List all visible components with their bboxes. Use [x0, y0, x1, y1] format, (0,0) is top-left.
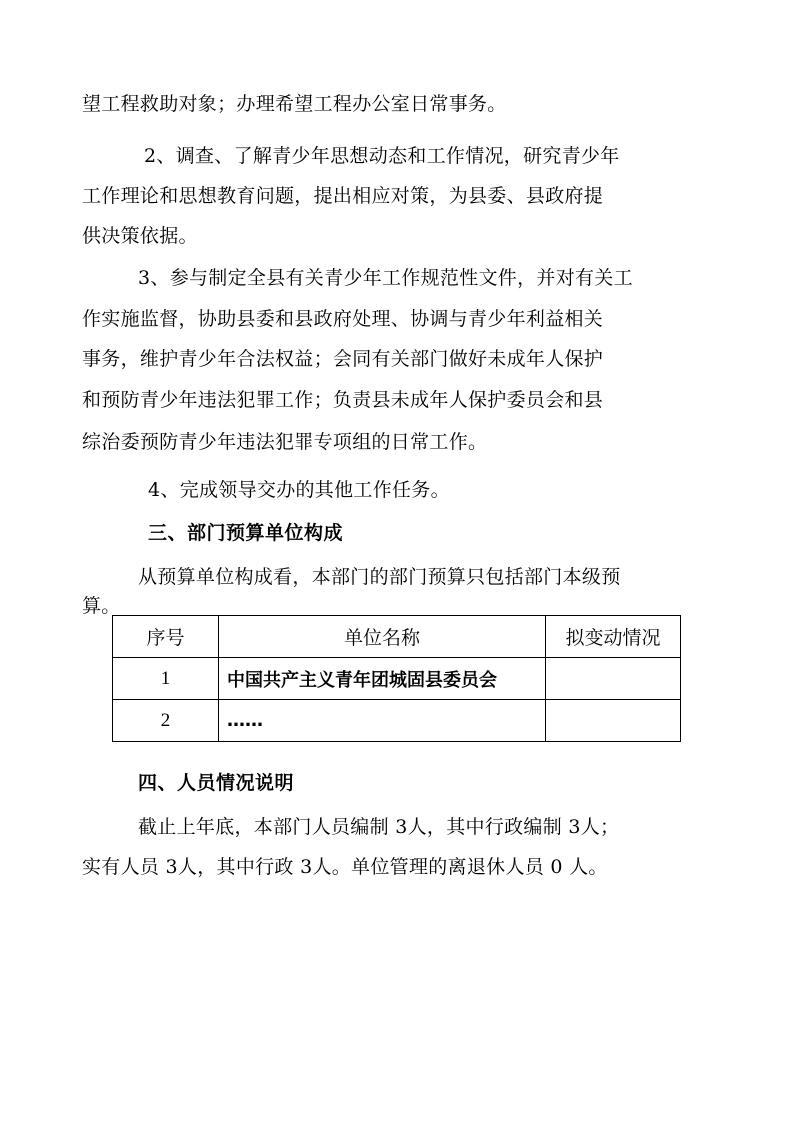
cell-change — [546, 658, 681, 700]
budget-units-table — [112, 615, 681, 742]
cell-change — [546, 700, 681, 742]
cell-unit-name: 中国共产主义青年团城固县委员会 — [219, 658, 546, 700]
cell-seq: 1 — [113, 658, 219, 700]
section-4-line-1: 截止上年底，本部门人员编制 3人，其中行政编制 3人； — [138, 816, 620, 838]
column-header-unit-name: 单位名称 — [219, 616, 546, 658]
paragraph-3-line-5: 综治委预防青少年违法犯罪专项组的日常工作。 — [82, 431, 488, 453]
paragraph-3-line-3: 事务，维护青少年合法权益；会同有关部门做好未成年人保护 — [82, 348, 604, 370]
section-4-line-2: 实有人员 3人，其中行政 3人。单位管理的离退休人员 0 人。 — [82, 856, 608, 878]
section-3-heading: 三、部门预算单位构成 — [148, 522, 344, 544]
table-header-row — [113, 616, 681, 658]
paragraph-2-line-1: 2、调查、了解青少年思想动态和工作情况，研究青少年 — [144, 145, 620, 167]
cell-unit-name: …… — [219, 700, 546, 742]
paragraph-2-line-2: 工作理论和思想教育问题，提出相应对策，为县委、县政府提 — [82, 185, 604, 207]
section-3-intro-line-1: 从预算单位构成看，本部门的部门预算只包括部门本级预 — [138, 566, 621, 588]
paragraph-3-line-1: 3、参与制定全县有关青少年工作规范性文件，并对有关工 — [138, 267, 633, 289]
paragraph-3-line-2: 作实施监督，协助县委和县政府处理、协调与青少年利益相关 — [82, 308, 604, 330]
cell-seq: 2 — [113, 700, 219, 742]
paragraph-3-line-4: 和预防青少年违法犯罪工作；负责县未成年人保护委员会和县 — [82, 389, 604, 411]
paragraph-1-line-1: 望工程救助对象；办理希望工程办公室日常事务。 — [82, 93, 507, 115]
section-3-intro-line-2: 算。 — [82, 595, 121, 617]
table-row — [113, 658, 681, 700]
column-header-seq: 序号 — [113, 616, 219, 658]
paragraph-4-line-1: 4、完成领导交办的其他工作任务。 — [148, 479, 450, 501]
section-4-heading: 四、人员情况说明 — [138, 772, 295, 794]
paragraph-2-line-3: 供决策依据。 — [82, 225, 198, 247]
table-row — [113, 700, 681, 742]
column-header-change: 拟变动情况 — [546, 616, 681, 658]
